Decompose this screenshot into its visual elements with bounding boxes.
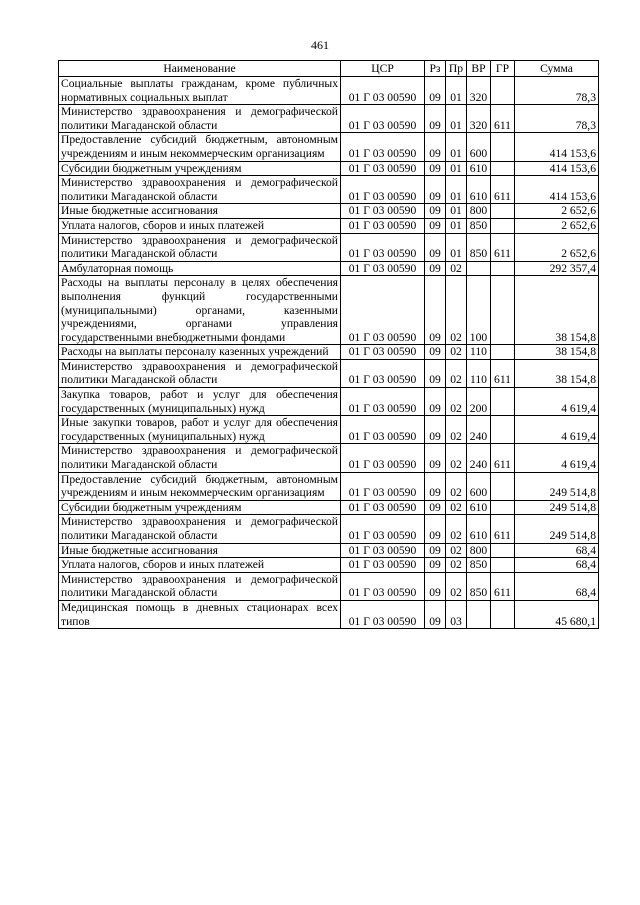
cell-gr — [491, 600, 515, 628]
cell-csr: 01 Г 03 00590 — [341, 543, 425, 558]
cell-sum: 68,4 — [515, 543, 599, 558]
cell-gr — [491, 77, 515, 105]
cell-name: Предоставление субсидий бюджетным, автономным учреждениям и иным некоммерческим организациям — [59, 133, 341, 161]
table-row — [59, 276, 599, 345]
cell-vr: 110 — [467, 359, 491, 387]
cell-rz: 09 — [425, 388, 446, 416]
cell-sum: 4 619,4 — [515, 444, 599, 472]
table-row — [59, 345, 599, 360]
cell-csr: 01 Г 03 00590 — [341, 359, 425, 387]
cell-sum: 38 154,8 — [515, 345, 599, 360]
cell-vr: 800 — [467, 543, 491, 558]
cell-gr — [491, 133, 515, 161]
header-sum: Сумма — [515, 61, 599, 77]
cell-vr: 800 — [467, 204, 491, 219]
cell-pr: 01 — [446, 176, 467, 204]
table-row — [59, 515, 599, 543]
cell-sum: 2 652,6 — [515, 233, 599, 261]
header-csr: ЦСР — [341, 61, 425, 77]
cell-pr: 01 — [446, 233, 467, 261]
table-row — [59, 204, 599, 219]
cell-rz: 09 — [425, 204, 446, 219]
budget-table — [58, 60, 599, 629]
cell-pr: 01 — [446, 105, 467, 133]
table-row — [59, 218, 599, 233]
cell-csr: 01 Г 03 00590 — [341, 161, 425, 176]
cell-pr: 02 — [446, 345, 467, 360]
cell-gr — [491, 276, 515, 345]
cell-name: Иные бюджетные ассигнования — [59, 543, 341, 558]
cell-rz: 09 — [425, 444, 446, 472]
cell-name: Амбулаторная помощь — [59, 261, 341, 276]
cell-sum: 68,4 — [515, 572, 599, 600]
cell-rz: 09 — [425, 543, 446, 558]
cell-csr: 01 Г 03 00590 — [341, 77, 425, 105]
table-row — [59, 133, 599, 161]
table-row — [59, 161, 599, 176]
cell-rz: 09 — [425, 233, 446, 261]
cell-vr: 240 — [467, 444, 491, 472]
cell-vr: 200 — [467, 388, 491, 416]
cell-rz: 09 — [425, 558, 446, 573]
cell-rz: 09 — [425, 600, 446, 628]
cell-pr: 02 — [446, 276, 467, 345]
table-body — [59, 77, 599, 629]
cell-vr — [467, 261, 491, 276]
cell-gr: 611 — [491, 105, 515, 133]
cell-sum: 68,4 — [515, 558, 599, 573]
page-number: 461 — [311, 38, 329, 52]
cell-pr: 02 — [446, 472, 467, 500]
cell-csr: 01 Г 03 00590 — [341, 515, 425, 543]
cell-sum: 249 514,8 — [515, 515, 599, 543]
cell-sum: 38 154,8 — [515, 359, 599, 387]
cell-name: Иные бюджетные ассигнования — [59, 204, 341, 219]
cell-vr: 850 — [467, 558, 491, 573]
cell-sum: 292 357,4 — [515, 261, 599, 276]
cell-vr: 320 — [467, 77, 491, 105]
cell-name: Уплата налогов, сборов и иных платежей — [59, 558, 341, 573]
cell-pr: 02 — [446, 543, 467, 558]
table-row — [59, 388, 599, 416]
cell-sum: 249 514,8 — [515, 472, 599, 500]
cell-name: Субсидии бюджетным учреждениям — [59, 161, 341, 176]
cell-gr — [491, 261, 515, 276]
cell-gr — [491, 388, 515, 416]
cell-vr: 600 — [467, 472, 491, 500]
cell-csr: 01 Г 03 00590 — [341, 416, 425, 444]
cell-sum: 414 153,6 — [515, 161, 599, 176]
cell-csr: 01 Г 03 00590 — [341, 233, 425, 261]
cell-csr: 01 Г 03 00590 — [341, 558, 425, 573]
cell-name: Медицинская помощь в дневных стационарах всех типов — [59, 600, 341, 628]
table-row — [59, 472, 599, 500]
cell-pr: 01 — [446, 77, 467, 105]
cell-vr: 850 — [467, 218, 491, 233]
cell-csr: 01 Г 03 00590 — [341, 600, 425, 628]
cell-gr: 611 — [491, 176, 515, 204]
cell-pr: 02 — [446, 572, 467, 600]
cell-rz: 09 — [425, 472, 446, 500]
cell-csr: 01 Г 03 00590 — [341, 204, 425, 219]
cell-pr: 02 — [446, 261, 467, 276]
cell-gr: 611 — [491, 359, 515, 387]
cell-vr: 610 — [467, 161, 491, 176]
table-row — [59, 416, 599, 444]
cell-sum: 2 652,6 — [515, 218, 599, 233]
table-row — [59, 600, 599, 628]
table-row — [59, 261, 599, 276]
table-row — [59, 543, 599, 558]
cell-rz: 09 — [425, 500, 446, 515]
cell-csr: 01 Г 03 00590 — [341, 500, 425, 515]
cell-rz: 09 — [425, 218, 446, 233]
header-vr: ВР — [467, 61, 491, 77]
cell-pr: 01 — [446, 218, 467, 233]
cell-gr — [491, 161, 515, 176]
cell-sum: 78,3 — [515, 77, 599, 105]
header-rz: Рз — [425, 61, 446, 77]
cell-vr: 610 — [467, 176, 491, 204]
cell-vr: 110 — [467, 345, 491, 360]
cell-name: Министерство здравоохранения и демографической политики Магаданской области — [59, 233, 341, 261]
cell-rz: 09 — [425, 161, 446, 176]
cell-vr: 240 — [467, 416, 491, 444]
cell-gr — [491, 500, 515, 515]
cell-sum: 4 619,4 — [515, 416, 599, 444]
cell-sum: 78,3 — [515, 105, 599, 133]
table-row — [59, 444, 599, 472]
table-row — [59, 558, 599, 573]
cell-name: Министерство здравоохранения и демографической политики Магаданской области — [59, 444, 341, 472]
cell-gr — [491, 558, 515, 573]
cell-sum: 45 680,1 — [515, 600, 599, 628]
header-gr: ГР — [491, 61, 515, 77]
cell-gr — [491, 472, 515, 500]
cell-name: Предоставление субсидий бюджетным, автономным учреждениям и иным некоммерческим организациям — [59, 472, 341, 500]
cell-rz: 09 — [425, 345, 446, 360]
cell-rz: 09 — [425, 261, 446, 276]
cell-csr: 01 Г 03 00590 — [341, 276, 425, 345]
header-pr: Пр — [446, 61, 467, 77]
cell-vr: 320 — [467, 105, 491, 133]
cell-name: Министерство здравоохранения и демографической политики Магаданской области — [59, 176, 341, 204]
cell-sum: 414 153,6 — [515, 133, 599, 161]
table-row — [59, 176, 599, 204]
cell-gr — [491, 543, 515, 558]
cell-name: Социальные выплаты гражданам, кроме публичных нормативных социальных выплат — [59, 77, 341, 105]
cell-gr: 611 — [491, 444, 515, 472]
table-row — [59, 105, 599, 133]
cell-sum: 38 154,8 — [515, 276, 599, 345]
cell-csr: 01 Г 03 00590 — [341, 176, 425, 204]
cell-gr — [491, 218, 515, 233]
cell-vr: 600 — [467, 133, 491, 161]
cell-csr: 01 Г 03 00590 — [341, 572, 425, 600]
table-row — [59, 233, 599, 261]
table-row — [59, 77, 599, 105]
cell-vr: 100 — [467, 276, 491, 345]
cell-pr: 02 — [446, 515, 467, 543]
cell-pr: 02 — [446, 416, 467, 444]
cell-pr: 02 — [446, 444, 467, 472]
cell-vr: 850 — [467, 572, 491, 600]
cell-rz: 09 — [425, 276, 446, 345]
cell-vr: 610 — [467, 500, 491, 515]
cell-vr: 850 — [467, 233, 491, 261]
cell-csr: 01 Г 03 00590 — [341, 133, 425, 161]
cell-name: Расходы на выплаты персоналу в целях обеспечения выполнения функций государственными (муниципальными) органами, казенными учреждениями, органами управления государственными внебюджетными фондами — [59, 276, 341, 345]
cell-rz: 09 — [425, 105, 446, 133]
cell-pr: 02 — [446, 558, 467, 573]
cell-gr — [491, 416, 515, 444]
cell-name: Министерство здравоохранения и демографической политики Магаданской области — [59, 105, 341, 133]
cell-rz: 09 — [425, 77, 446, 105]
header-name: Наименование — [59, 61, 341, 77]
table-row — [59, 500, 599, 515]
cell-pr: 02 — [446, 500, 467, 515]
table-header-row — [59, 61, 599, 77]
cell-gr: 611 — [491, 233, 515, 261]
cell-pr: 01 — [446, 204, 467, 219]
cell-name: Расходы на выплаты персоналу казенных учреждений — [59, 345, 341, 360]
cell-rz: 09 — [425, 515, 446, 543]
cell-rz: 09 — [425, 572, 446, 600]
cell-name: Министерство здравоохранения и демографической политики Магаданской области — [59, 359, 341, 387]
table-row — [59, 572, 599, 600]
cell-pr: 01 — [446, 161, 467, 176]
table-row — [59, 359, 599, 387]
cell-rz: 09 — [425, 359, 446, 387]
cell-csr: 01 Г 03 00590 — [341, 472, 425, 500]
cell-csr: 01 Г 03 00590 — [341, 345, 425, 360]
cell-name: Министерство здравоохранения и демографической политики Магаданской области — [59, 572, 341, 600]
cell-gr: 611 — [491, 572, 515, 600]
cell-sum: 4 619,4 — [515, 388, 599, 416]
cell-csr: 01 Г 03 00590 — [341, 444, 425, 472]
cell-pr: 02 — [446, 359, 467, 387]
cell-name: Иные закупки товаров, работ и услуг для обеспечения государственных (муниципальных) нужд — [59, 416, 341, 444]
cell-sum: 249 514,8 — [515, 500, 599, 515]
cell-rz: 09 — [425, 416, 446, 444]
cell-name: Министерство здравоохранения и демографической политики Магаданской области — [59, 515, 341, 543]
cell-csr: 01 Г 03 00590 — [341, 218, 425, 233]
cell-pr: 03 — [446, 600, 467, 628]
cell-csr: 01 Г 03 00590 — [341, 105, 425, 133]
cell-rz: 09 — [425, 133, 446, 161]
cell-vr: 610 — [467, 515, 491, 543]
cell-pr: 02 — [446, 388, 467, 416]
cell-gr — [491, 345, 515, 360]
cell-csr: 01 Г 03 00590 — [341, 261, 425, 276]
cell-name: Закупка товаров, работ и услуг для обеспечения государственных (муниципальных) нужд — [59, 388, 341, 416]
cell-gr — [491, 204, 515, 219]
cell-sum: 2 652,6 — [515, 204, 599, 219]
cell-name: Уплата налогов, сборов и иных платежей — [59, 218, 341, 233]
cell-rz: 09 — [425, 176, 446, 204]
cell-csr: 01 Г 03 00590 — [341, 388, 425, 416]
cell-sum: 414 153,6 — [515, 176, 599, 204]
cell-name: Субсидии бюджетным учреждениям — [59, 500, 341, 515]
cell-vr — [467, 600, 491, 628]
cell-gr: 611 — [491, 515, 515, 543]
cell-pr: 01 — [446, 133, 467, 161]
